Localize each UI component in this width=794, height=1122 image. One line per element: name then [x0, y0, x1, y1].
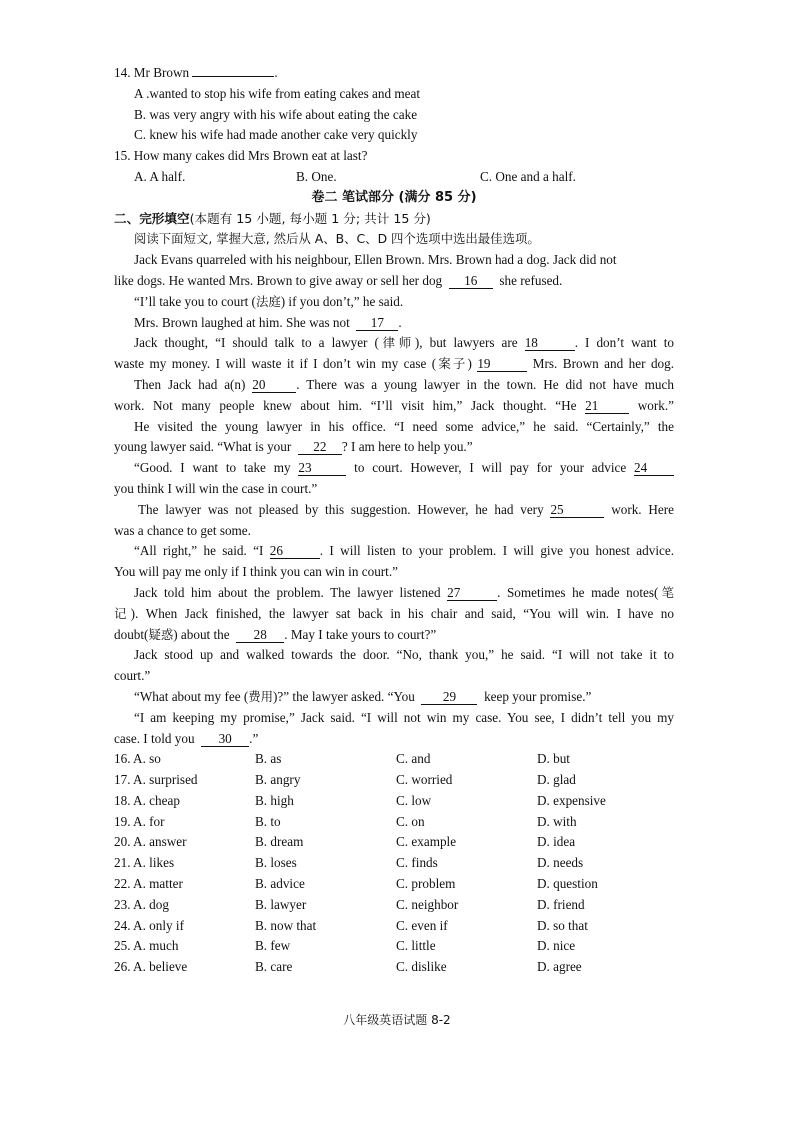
- option-row: 20. A. answer B. dream C. example D. idea: [114, 834, 576, 850]
- blank-24: 24: [634, 461, 674, 476]
- passage-line: You will pay me only if I think you can win in court.”: [114, 564, 398, 580]
- answer-blank: [192, 76, 274, 77]
- passage-line: Jack told him about the problem. The lawyer listened 27 . Sometimes he made notes(笔: [134, 584, 675, 600]
- blank-19: 19: [477, 357, 527, 372]
- part-instruction: 阅读下面短文, 掌握大意, 然后从 A、B、C、D 四个选项中选出最佳选项。: [134, 231, 540, 247]
- blank-25: 25: [550, 503, 604, 518]
- answer-options: [114, 749, 674, 978]
- option-row: 21. A. likes B. loses C. finds D. needs: [114, 855, 584, 871]
- blank-17: 17: [356, 316, 398, 331]
- passage-line: Jack stood up and walked towards the door. “No, thank you,” he said. “I will not take it to: [134, 647, 674, 663]
- question-14-option: C. knew his wife had made another cake very quickly: [134, 127, 418, 143]
- question-15-stem: 15. How many cakes did Mrs Brown eat at last?: [114, 148, 368, 164]
- blank-26: 26: [270, 544, 320, 559]
- passage-line: was a chance to get some.: [114, 522, 251, 538]
- passage-line: “What about my fee (费用)?” the lawyer asked. “You 29 keep your promise.”: [134, 688, 592, 704]
- question-15-option: A. A half.: [134, 168, 186, 184]
- option-row: 16. A. so B. as C. and D. but: [114, 751, 570, 767]
- blank-18: 18: [525, 336, 575, 351]
- cloze-passage: [114, 250, 674, 749]
- passage-line: court.”: [114, 668, 151, 684]
- question-15-option: C. One and a half.: [480, 168, 576, 184]
- passage-line: 记). When Jack finished, the lawyer sat back in his chair and said, “You will win. I have no: [114, 605, 674, 621]
- question-15-option: B. One.: [296, 168, 337, 184]
- passage-line: “Good. I want to take my 23 to court. However, I will pay for your advice 24: [114, 458, 674, 479]
- passage-line: Then Jack had a(n) 20 . There was a young lawyer in the town. He did not have much: [134, 376, 674, 392]
- option-row: 26. A. believe B. care C. dislike D. agree: [114, 959, 582, 975]
- option-row: 25. A. much B. few C. little D. nice: [114, 938, 576, 954]
- page-footer: 八年级英语试题 8-2: [343, 1013, 451, 1027]
- passage-line: you think I will win the case in court.”: [114, 480, 318, 496]
- option-row: 22. A. matter B. advice C. problem D. question: [114, 876, 598, 892]
- option-row: 24. A. only if B. now that C. even if D. so that: [114, 917, 588, 933]
- passage-line: Jack thought, “I should talk to a lawyer (律师), but lawyers are 18 . I don’t want to: [134, 335, 675, 351]
- passage-line: He visited the young lawyer in his office. “I need some advice,” he said. “Certainly,” the: [134, 418, 674, 434]
- passage-line: “I’ll take you to court (法庭) if you don’t,” he said.: [134, 293, 404, 309]
- blank-22: 22: [298, 440, 342, 455]
- page-content: [114, 63, 674, 978]
- blank-21: 21: [585, 399, 629, 414]
- question-15-options: [114, 167, 674, 188]
- blank-23: 23: [298, 461, 346, 476]
- question-14-option: B. was very angry with his wife about eating the cake: [134, 106, 418, 122]
- blank-28: 28: [236, 628, 284, 643]
- blank-30: 30: [201, 732, 249, 747]
- passage-line: The lawyer was not pleased by this suggestion. However, he had very 25 work. Here: [138, 501, 674, 517]
- option-row: 19. A. for B. to C. on D. with: [114, 813, 577, 829]
- blank-20: 20: [252, 378, 296, 393]
- blank-16: 16: [449, 274, 493, 289]
- passage-line: Mrs. Brown laughed at him. She was not 17 .: [134, 314, 402, 330]
- question-14-option: A .wanted to stop his wife from eating cakes and meat: [134, 85, 421, 101]
- part-heading: 二、完形填空(本题有 15 小题, 每小题 1 分; 共计 15 分): [114, 210, 431, 226]
- passage-line: young lawyer said. “What is your 22 ? I am here to help you.”: [114, 439, 473, 455]
- question-14-stem: 14. Mr Brown .: [114, 65, 278, 80]
- part-note: (本题有 15 小题, 每小题 1 分; 共计 15 分): [189, 210, 431, 226]
- passage-line: Jack Evans quarreled with his neighbour, Ellen Brown. Mrs. Brown had a dog. Jack did not: [134, 252, 617, 268]
- passage-line: “All right,” he said. “I 26 . I will listen to your problem. I will give you honest advice.: [134, 543, 675, 559]
- blank-29: 29: [421, 690, 477, 705]
- option-row: 23. A. dog B. lawyer C. neighbor D. friend: [114, 896, 585, 912]
- option-row: 17. A. surprised B. angry C. worried D. glad: [114, 772, 576, 788]
- section-title: 卷二 笔试部分 (满分 85 分): [311, 189, 477, 205]
- passage-line: waste my money. I will waste it if I don’t win my case (案子) 19 Mrs. Brown and her dog.: [114, 356, 675, 372]
- passage-line: case. I told you 30 .”: [114, 730, 259, 746]
- passage-line: doubt(疑惑) about the 28 . May I take yours to court?”: [114, 626, 437, 642]
- option-row: 18. A. cheap B. high C. low D. expensive: [114, 792, 606, 808]
- passage-line: work. Not many people knew about him. “I’ll visit him,” Jack thought. “He 21 work.”: [114, 397, 675, 413]
- passage-line: “I am keeping my promise,” Jack said. “I will not win my case. You see, I didn’t tell you my: [134, 709, 674, 725]
- blank-27: 27: [447, 586, 497, 601]
- passage-line: like dogs. He wanted Mrs. Brown to give away or sell her dog 16 she refused.: [114, 272, 563, 288]
